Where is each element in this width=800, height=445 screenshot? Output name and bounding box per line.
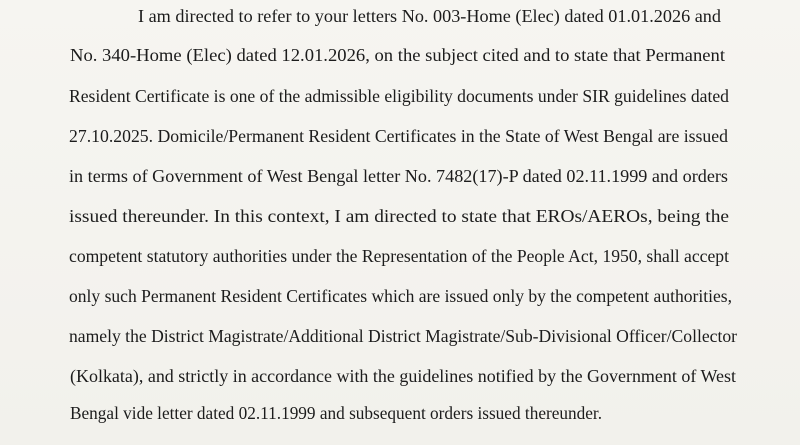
paragraph-line-3: Resident Certificate is one of the admissible eligibility documents under SIR guidelines dated [69,86,729,106]
paragraph-line-2: No. 340-Home (Elec) dated 12.01.2026, on the subject cited and to state that Permanent [70,45,725,65]
paragraph-line-8: only such Permanent Resident Certificates which are issued only by the competent authorities, [69,286,732,306]
paragraph-line-7: competent statutory authorities under the Representation of the People Act, 1950, shall accept [69,246,729,266]
paragraph-line-9: namely the District Magistrate/Additional District Magistrate/Sub-Divisional Officer/Collector [69,326,737,346]
paragraph-line-4: 27.10.2025. Domicile/Permanent Resident Certificates in the State of West Bengal are issued [69,126,728,146]
paragraph-line-1: I am directed to refer to your letters No. 003-Home (Elec) dated 01.01.2026 and [138,6,721,26]
paragraph-line-11: Bengal vide letter dated 02.11.1999 and subsequent orders issued thereunder. [70,403,602,423]
paragraph-line-5: in terms of Government of West Bengal letter No. 7482(17)-P dated 02.11.1999 and orders [69,166,728,186]
paragraph-line-6: issued thereunder. In this context, I am directed to state that EROs/AEROs, being the [69,206,729,226]
paragraph-line-10: (Kolkata), and strictly in accordance with the guidelines notified by the Government of West [70,366,737,386]
